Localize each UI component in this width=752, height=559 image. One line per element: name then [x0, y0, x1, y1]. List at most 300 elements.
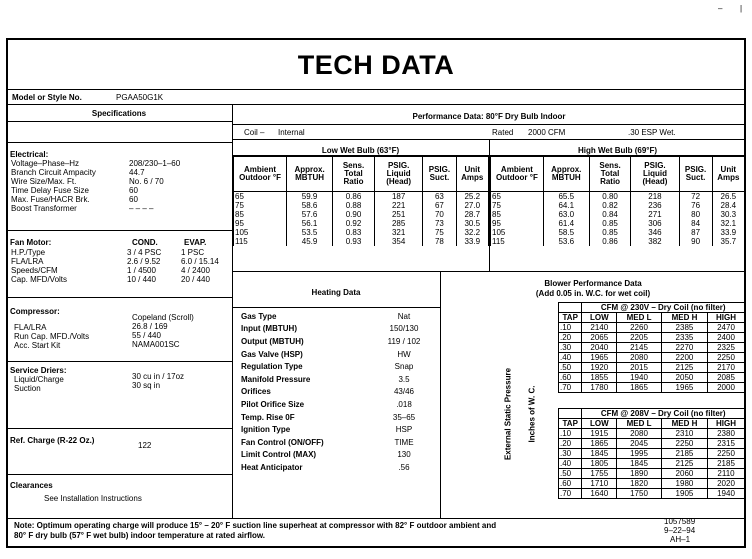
- table-cell: 2185: [708, 459, 745, 469]
- table-cell: .60: [559, 479, 582, 489]
- blower-axis-label: External Static Pressure: [503, 367, 513, 461]
- table-cell: 2050: [661, 373, 707, 383]
- column-header: Approx. MBTUH: [543, 157, 589, 192]
- table-cell: 2200: [661, 353, 707, 363]
- table-row: [559, 383, 745, 393]
- low-wet-bulb-table: [233, 156, 489, 246]
- table-cell: 1890: [617, 469, 662, 479]
- heating-value: 3.5: [398, 374, 410, 384]
- table-cell: 0.88: [333, 201, 375, 210]
- divider: [6, 361, 232, 362]
- divider: [6, 89, 746, 90]
- column-header: TAP: [559, 313, 582, 323]
- table-row: [10, 248, 230, 257]
- table-row: [234, 192, 489, 202]
- table-cell: 2385: [661, 323, 707, 333]
- table-cell: 321: [375, 228, 423, 237]
- table-cell: 0.93: [333, 237, 375, 246]
- table-cell: 354: [375, 237, 423, 246]
- table-cell: 271: [631, 210, 679, 219]
- table-cell: 63.0: [543, 210, 589, 219]
- table-cell: 58.5: [543, 228, 589, 237]
- column-header: PSIG. Suct.: [423, 157, 456, 192]
- column-header: TAP: [559, 419, 582, 429]
- table-cell: 80: [679, 210, 712, 219]
- table-row: [491, 201, 745, 210]
- table-cell: 2470: [708, 323, 745, 333]
- doc-code: 1057589: [664, 517, 696, 526]
- table-cell: 1980: [661, 479, 707, 489]
- specifications-header: Specifications: [91, 109, 147, 118]
- model-label: Model or Style No.: [12, 93, 82, 102]
- table-cell: 25.2: [456, 192, 488, 202]
- table-cell: 57.6: [287, 210, 333, 219]
- table-row: [10, 177, 230, 186]
- table-cell: 70: [423, 210, 456, 219]
- table-cell: .40: [559, 459, 582, 469]
- blower-table-230v: [558, 302, 745, 393]
- electrical-label: Wire Size/Max. Ft.: [11, 177, 77, 186]
- table-row: [491, 237, 745, 246]
- column-header: MED L: [617, 313, 662, 323]
- table-row: [491, 210, 745, 219]
- high-wet-bulb-table: [490, 156, 745, 246]
- heating-value: 35–65: [392, 412, 416, 422]
- heating-label: Pilot Orifice Size: [241, 399, 305, 409]
- fan-motor-table: [10, 248, 230, 284]
- table-cell: 2015: [617, 363, 662, 373]
- heating-table: [240, 310, 436, 474]
- table-row: [559, 333, 745, 343]
- table-row: [10, 266, 230, 275]
- table-cell: 1940: [708, 489, 745, 499]
- table-cell: 45.9: [287, 237, 333, 246]
- table-row: [559, 469, 745, 479]
- table-cell: 2000: [708, 383, 745, 393]
- heating-label: Heat Anticipator: [241, 462, 303, 472]
- table-row: [10, 204, 230, 213]
- table-cell: 75: [423, 228, 456, 237]
- table-cell: 2315: [708, 439, 745, 449]
- heating-value: Nat: [397, 311, 411, 321]
- column-header: PSIG. Liquid (Head): [375, 157, 423, 192]
- heating-label: Output (MBTUH): [241, 336, 304, 346]
- heating-label: Limit Control (MAX): [241, 450, 317, 460]
- table-cell: 2270: [661, 343, 707, 353]
- table-cell: 382: [631, 237, 679, 246]
- table-cell: 1965: [582, 353, 617, 363]
- table-row: [240, 436, 436, 449]
- corner-mark: –: [718, 4, 723, 13]
- fan-motor-header: Fan Motor:: [10, 238, 52, 247]
- table-cell: 26.5: [712, 192, 744, 202]
- page-title: TECH DATA: [297, 50, 455, 80]
- table-row: [491, 228, 745, 237]
- table-cell: 1755: [582, 469, 617, 479]
- fan-motor-label: H.P./Type: [11, 248, 46, 257]
- fan-motor-cond: 1 / 4500: [127, 266, 156, 275]
- table-row: [234, 210, 489, 219]
- table-cell: .40: [559, 353, 582, 363]
- heating-value: 130: [397, 450, 411, 460]
- table-cell: 2170: [708, 363, 745, 373]
- driers-value: 30 cu in / 17oz: [132, 372, 185, 381]
- electrical-label: Boost Transformer: [11, 204, 77, 213]
- table-cell: 2250: [708, 353, 745, 363]
- blower-axis-label: Inches of W. C.: [527, 385, 537, 443]
- table-cell: 33.9: [456, 237, 488, 246]
- table-row: [559, 353, 745, 363]
- fan-motor-cond: 3 / 4 PSC: [127, 248, 162, 257]
- table-row: [559, 449, 745, 459]
- table-row: [240, 449, 436, 462]
- heating-value: HW: [397, 349, 411, 359]
- table-cell: 2080: [617, 353, 662, 363]
- rated-label: Rated: [492, 128, 514, 137]
- table-cell: 2325: [708, 343, 745, 353]
- performance-header: Performance Data: 80°F Dry Bulb Indoor: [412, 112, 566, 121]
- table-cell: 1865: [617, 383, 662, 393]
- column-header: Ambient Outdoor °F: [491, 157, 544, 192]
- table-row: [240, 310, 436, 323]
- compressor-label: FLA/LRA: [14, 323, 47, 332]
- table-row: [10, 168, 230, 177]
- table-cell: .10: [559, 323, 582, 333]
- table-cell: 0.92: [333, 219, 375, 228]
- table-cell: 1845: [582, 449, 617, 459]
- divider: [232, 124, 746, 125]
- table-cell: 346: [631, 228, 679, 237]
- table-row: [559, 489, 745, 499]
- fan-motor-cond: 10 / 440: [127, 275, 156, 284]
- table-cell: 1940: [617, 373, 662, 383]
- electrical-label: Branch Circuit Ampacity: [11, 168, 96, 177]
- table-row: [240, 373, 436, 386]
- electrical-label: Max. Fuse/HACR Brk.: [11, 195, 90, 204]
- table-row: [234, 201, 489, 210]
- compressor-value: NAMA001SC: [132, 340, 180, 349]
- column-header: MED L: [617, 419, 662, 429]
- fan-cond-header: COND.: [132, 238, 158, 247]
- table-cell: 2125: [661, 363, 707, 373]
- table-cell: 2060: [661, 469, 707, 479]
- blower-table-title: CFM @ 230V – Dry Coil (no filter): [582, 303, 745, 313]
- column-header: LOW: [582, 419, 617, 429]
- divider: [6, 428, 232, 429]
- table-cell: 90: [679, 237, 712, 246]
- table-cell: 2140: [582, 323, 617, 333]
- heating-label: Manifold Pressure: [241, 374, 311, 384]
- table-cell: 75: [491, 201, 544, 210]
- table-cell: 1995: [617, 449, 662, 459]
- column-header: Sens. Total Ratio: [589, 157, 631, 192]
- table-cell: 0.82: [589, 201, 631, 210]
- table-row: [10, 257, 230, 266]
- table-cell: 236: [631, 201, 679, 210]
- table-cell: 115: [234, 237, 287, 246]
- column-header: MED H: [661, 313, 707, 323]
- electrical-value: 44.7: [129, 168, 145, 177]
- table-cell: .30: [559, 449, 582, 459]
- heating-label: Fan Control (ON/OFF): [241, 437, 324, 447]
- table-cell: 1920: [582, 363, 617, 373]
- table-cell: 35.7: [712, 237, 744, 246]
- fan-motor-label: Speeds/CFM: [11, 266, 58, 275]
- table-row: [559, 439, 745, 449]
- table-cell: .50: [559, 363, 582, 373]
- divider: [6, 518, 746, 519]
- clearances-header: Clearances: [10, 481, 53, 490]
- table-row: [491, 219, 745, 228]
- table-row: [234, 228, 489, 237]
- high-wet-bulb-title: High Wet Bulb (69°F): [577, 146, 658, 155]
- fan-motor-evap: 1 PSC: [181, 248, 205, 257]
- table-cell: 59.9: [287, 192, 333, 202]
- table-cell: 306: [631, 219, 679, 228]
- table-cell: 85: [491, 210, 544, 219]
- table-cell: 1750: [617, 489, 662, 499]
- table-cell: 1805: [582, 459, 617, 469]
- table-row: [10, 159, 230, 168]
- electrical-table: [10, 159, 230, 213]
- model-value: PGAA50G1K: [116, 93, 164, 102]
- table-row: [491, 192, 745, 202]
- divider: [232, 307, 440, 308]
- table-cell: 2310: [661, 429, 707, 439]
- table-cell: 2045: [617, 439, 662, 449]
- table-cell: 0.84: [589, 210, 631, 219]
- table-cell: .60: [559, 373, 582, 383]
- table-cell: 187: [375, 192, 423, 202]
- table-row: [240, 386, 436, 399]
- fan-motor-evap: 4 / 2400: [181, 266, 210, 275]
- table-cell: 2085: [708, 373, 745, 383]
- table-cell: 1865: [582, 439, 617, 449]
- table-cell: 0.85: [589, 219, 631, 228]
- table-cell: 2020: [708, 479, 745, 489]
- heating-value: Snap: [394, 362, 414, 372]
- compressor-value: 26.8 / 169: [132, 322, 168, 331]
- column-header: PSIG. Liquid (Head): [631, 157, 679, 192]
- heating-value: .56: [398, 462, 410, 472]
- table-row: [234, 219, 489, 228]
- table-row: [240, 411, 436, 424]
- electrical-label: Voltage–Phase–Hz: [11, 159, 80, 168]
- divider: [440, 271, 441, 518]
- heating-label: Ignition Type: [241, 425, 291, 435]
- heating-value: TIME: [394, 437, 414, 447]
- heating-value: 43/46: [393, 387, 415, 397]
- table-row: [10, 195, 230, 204]
- divider: [6, 121, 232, 122]
- table-cell: 56.1: [287, 219, 333, 228]
- compressor-type: Copeland (Scroll): [132, 313, 194, 322]
- column-header: Ambient Outdoor °F: [234, 157, 287, 192]
- table-cell: 78: [423, 237, 456, 246]
- table-cell: 58.6: [287, 201, 333, 210]
- table-row: [10, 275, 230, 284]
- table-cell: .20: [559, 333, 582, 343]
- coil-value: Internal: [278, 128, 305, 137]
- doc-code: 9–22–94: [664, 526, 696, 535]
- divider: [6, 142, 232, 143]
- blower-subtitle: (Add 0.05 in. W.C. for wet coil): [535, 289, 651, 298]
- electrical-value: 208/230–1–60: [129, 159, 181, 168]
- table-cell: 0.85: [589, 228, 631, 237]
- table-row: [240, 348, 436, 361]
- table-cell: 32.2: [456, 228, 488, 237]
- service-driers-header: Service Driers:: [10, 366, 67, 375]
- table-cell: 285: [375, 219, 423, 228]
- table-row: [559, 429, 745, 439]
- table-cell: 1965: [661, 383, 707, 393]
- heating-label: Orifices: [241, 387, 271, 397]
- table-row: [240, 423, 436, 436]
- electrical-value: No. 6 / 70: [129, 177, 164, 186]
- divider: [6, 297, 232, 298]
- fan-motor-cond: 2.6 / 9.52: [127, 257, 161, 266]
- coil-label: Coil –: [244, 128, 265, 137]
- column-header: Unit Amps: [712, 157, 744, 192]
- table-cell: 64.1: [543, 201, 589, 210]
- table-row: [559, 323, 745, 333]
- electrical-label: Time Delay Fuse Size: [11, 186, 89, 195]
- table-cell: 2145: [617, 343, 662, 353]
- table-cell: 85: [234, 210, 287, 219]
- fan-evap-header: EVAP.: [184, 238, 207, 247]
- table-cell: 75: [234, 201, 287, 210]
- fan-motor-label: FLA/LRA: [11, 257, 44, 266]
- table-row: [559, 373, 745, 383]
- electrical-value: 60: [129, 186, 138, 195]
- column-header: Sens. Total Ratio: [333, 157, 375, 192]
- column-header: Approx. MBTUH: [287, 157, 333, 192]
- heating-label: Regulation Type: [241, 362, 303, 372]
- column-header: Unit Amps: [456, 157, 488, 192]
- compressor-label: Run Cap. MFD./Volts: [14, 332, 90, 341]
- table-row: [240, 323, 436, 336]
- table-cell: 105: [491, 228, 544, 237]
- table-cell: 2260: [617, 323, 662, 333]
- heating-title: Heating Data: [311, 288, 361, 297]
- table-cell: 67: [423, 201, 456, 210]
- table-cell: 2040: [582, 343, 617, 353]
- table-cell: 32.1: [712, 219, 744, 228]
- compressor-label: Acc. Start Kit: [14, 341, 61, 350]
- fan-motor-evap: 6.0 / 15.14: [181, 257, 219, 266]
- fan-motor-label: Cap. MFD/Volts: [11, 275, 68, 284]
- blower-table-208v: [558, 408, 745, 499]
- table-cell: 1905: [661, 489, 707, 499]
- table-cell: 2335: [661, 333, 707, 343]
- table-cell: 2185: [661, 449, 707, 459]
- table-cell: .20: [559, 439, 582, 449]
- blower-title: Blower Performance Data: [544, 279, 642, 288]
- heating-value: .018: [396, 399, 412, 409]
- table-row: [240, 335, 436, 348]
- table-cell: 28.7: [456, 210, 488, 219]
- table-cell: 53.5: [287, 228, 333, 237]
- table-cell: 76: [679, 201, 712, 210]
- table-cell: 0.80: [589, 192, 631, 202]
- ref-charge-label: Ref. Charge (R-22 Oz.): [10, 436, 95, 445]
- table-cell: 115: [491, 237, 544, 246]
- table-row: [234, 237, 489, 246]
- table-cell: .10: [559, 429, 582, 439]
- table-cell: .30: [559, 343, 582, 353]
- low-wet-bulb-title: Low Wet Bulb (63°F): [321, 146, 400, 155]
- table-cell: .70: [559, 489, 582, 499]
- table-cell: 1845: [617, 459, 662, 469]
- table-cell: 2065: [582, 333, 617, 343]
- table-cell: 30.3: [712, 210, 744, 219]
- table-cell: 63: [423, 192, 456, 202]
- table-row: [559, 479, 745, 489]
- table-cell: 27.0: [456, 201, 488, 210]
- table-row: [240, 461, 436, 474]
- driers-label: Liquid/Charge: [14, 375, 64, 384]
- corner-mark: |: [740, 4, 743, 13]
- column-header: LOW: [582, 313, 617, 323]
- table-cell: 95: [234, 219, 287, 228]
- table-cell: 84: [679, 219, 712, 228]
- heating-value: 119 / 102: [387, 336, 421, 346]
- heating-label: Input (MBTUH): [241, 324, 297, 334]
- table-cell: 1780: [582, 383, 617, 393]
- table-cell: 65.5: [543, 192, 589, 202]
- electrical-header: Electrical:: [10, 150, 49, 159]
- column-header: PSIG. Suct.: [679, 157, 712, 192]
- table-cell: 1820: [617, 479, 662, 489]
- table-row: [240, 360, 436, 373]
- table-cell: 218: [631, 192, 679, 202]
- table-cell: 72: [679, 192, 712, 202]
- divider: [232, 271, 746, 272]
- divider: [6, 474, 232, 475]
- column-header: HIGH: [708, 419, 745, 429]
- table-cell: 73: [423, 219, 456, 228]
- compressor-header: Compressor:: [10, 307, 60, 316]
- table-cell: 2110: [708, 469, 745, 479]
- electrical-value: – – – –: [129, 204, 154, 213]
- table-cell: 251: [375, 210, 423, 219]
- table-cell: 2380: [708, 429, 745, 439]
- table-cell: 221: [375, 201, 423, 210]
- table-row: [559, 363, 745, 373]
- table-cell: 2080: [617, 429, 662, 439]
- table-cell: 2250: [708, 449, 745, 459]
- column-header: HIGH: [708, 313, 745, 323]
- heating-label: Temp. Rise 0F: [241, 412, 295, 422]
- table-cell: 2400: [708, 333, 745, 343]
- driers-label: Suction: [14, 384, 41, 393]
- table-cell: 2250: [661, 439, 707, 449]
- table-cell: 0.86: [333, 192, 375, 202]
- table-cell: 65: [234, 192, 287, 202]
- esp-value: .30 ESP Wet.: [628, 128, 676, 137]
- table-cell: 0.83: [333, 228, 375, 237]
- table-row: [559, 459, 745, 469]
- table-cell: .70: [559, 383, 582, 393]
- table-cell: 28.4: [712, 201, 744, 210]
- table-cell: 2125: [661, 459, 707, 469]
- doc-code: AH–1: [670, 535, 691, 544]
- note-text: Note: Optimum operating charge will produce 15° – 20° F suction line superheat at compressor with 82° F outdoor ambient and 80° F dry bulb (57° F wet bulb) indoor temperature at rated airflow.: [14, 521, 497, 540]
- table-row: [10, 186, 230, 195]
- heating-value: HSP: [395, 425, 413, 435]
- table-cell: 1915: [582, 429, 617, 439]
- table-cell: 53.6: [543, 237, 589, 246]
